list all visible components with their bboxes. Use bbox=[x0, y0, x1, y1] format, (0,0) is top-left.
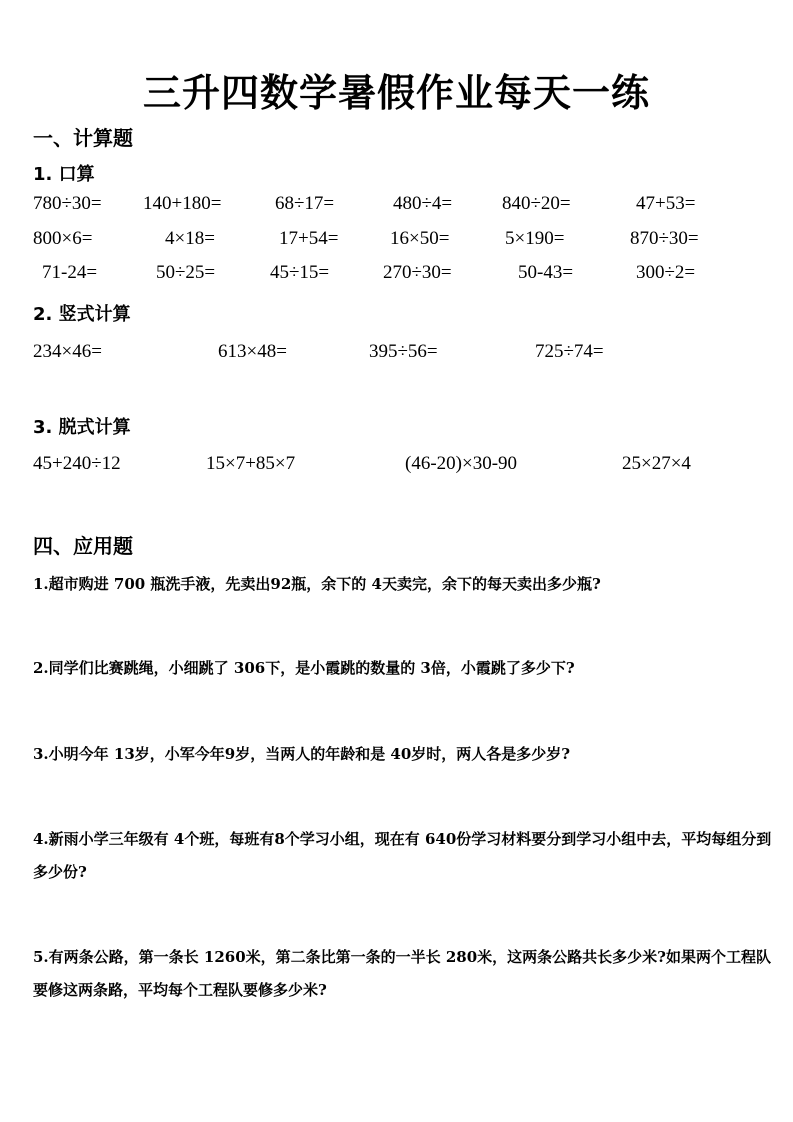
subheading-oral-calculation: 1. 口算 bbox=[33, 164, 95, 185]
oral-item: 50÷25= bbox=[156, 262, 216, 283]
section-heading-word-problems: 四、应用题 bbox=[33, 534, 133, 558]
oral-item: 17+54= bbox=[279, 228, 339, 249]
oral-item: 68÷17= bbox=[275, 193, 335, 214]
oral-item: 270÷30= bbox=[383, 262, 452, 283]
stepwise-item: 45+240÷12 bbox=[33, 453, 121, 474]
vertical-item: 395÷56= bbox=[369, 341, 438, 362]
stepwise-item: (46-20)×30-90 bbox=[405, 453, 518, 474]
subheading-vertical-calculation: 2. 竖式计算 bbox=[33, 304, 131, 325]
vertical-item: 613×48= bbox=[218, 341, 287, 362]
vertical-item: 725÷74= bbox=[535, 341, 604, 362]
oral-item: 16×50= bbox=[390, 228, 450, 249]
word-problem-5: 5.有两条公路，第一条长 1260米，第二条比第一条的一半长 280米，这两条公路共长多少米?如果两个工程队要修这两条路，平均每个工程队要修多少米? bbox=[33, 948, 771, 999]
oral-item: 71-24= bbox=[42, 262, 98, 283]
oral-item: 870÷30= bbox=[630, 228, 699, 249]
oral-item: 45÷15= bbox=[270, 262, 330, 283]
word-problem-2: 2.同学们比赛跳绳，小细跳了 306下，是小霞跳的数量的 3倍，小霞跳了多少下? bbox=[33, 659, 575, 677]
vertical-item: 234×46= bbox=[33, 341, 102, 362]
oral-item: 4×18= bbox=[165, 228, 215, 249]
word-problem-1: 1.超市购进 700 瓶洗手液，先卖出92瓶，余下的 4天卖完，余下的每天卖出多少瓶? bbox=[33, 575, 601, 593]
oral-item: 840÷20= bbox=[502, 193, 571, 214]
stepwise-item: 25×27×4 bbox=[622, 453, 691, 474]
word-problem-3: 3.小明今年 13岁，小军今年9岁，当两人的年龄和是 40岁时，两人各是多少岁? bbox=[33, 745, 571, 763]
section-heading-calculation: 一、计算题 bbox=[33, 126, 133, 150]
word-problem-4: 4.新雨小学三年级有 4个班，每班有8个学习小组，现在有 640份学习材料要分到学习小组中去，平均每组分到多少份? bbox=[33, 830, 772, 881]
oral-item: 780÷30= bbox=[33, 193, 102, 214]
oral-item: 300÷2= bbox=[636, 262, 696, 283]
oral-item: 47+53= bbox=[636, 193, 696, 214]
oral-item: 800×6= bbox=[33, 228, 93, 249]
oral-item: 480÷4= bbox=[393, 193, 453, 214]
stepwise-item: 15×7+85×7 bbox=[206, 453, 296, 474]
oral-item: 50-43= bbox=[518, 262, 574, 283]
oral-item: 5×190= bbox=[505, 228, 565, 249]
page-title: 三升四数学暑假作业每天一练 bbox=[142, 71, 650, 115]
oral-item: 140+180= bbox=[143, 193, 222, 214]
subheading-stepwise-calculation: 3. 脱式计算 bbox=[33, 417, 131, 438]
